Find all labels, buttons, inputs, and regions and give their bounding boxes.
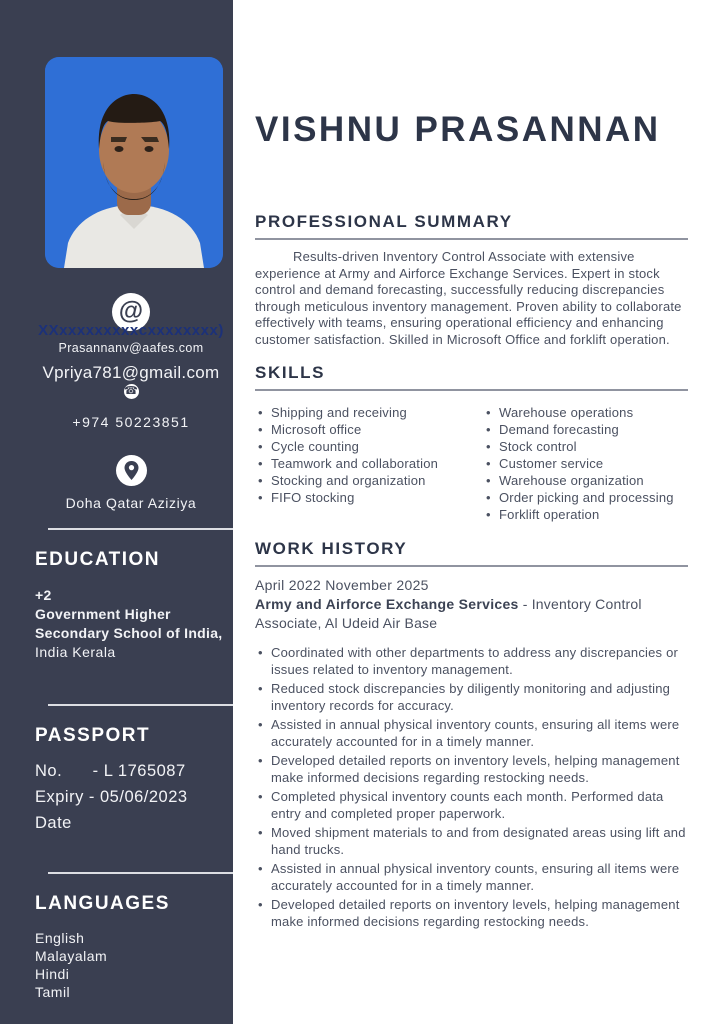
email-secondary: Vpriya781@gmail.com bbox=[42, 363, 220, 382]
sidebar bbox=[0, 0, 233, 1024]
skill-item: • Order picking and processing bbox=[483, 489, 688, 506]
education-degree: +2 bbox=[35, 587, 52, 603]
skills-column-right bbox=[483, 404, 688, 523]
passport-number-line: No. - L 1765087 bbox=[35, 762, 186, 780]
skills-heading: SKILLS bbox=[255, 363, 688, 391]
passport-expiry-line: Expiry - 05/06/2023 bbox=[35, 788, 188, 806]
skill-item: • FIFO stocking bbox=[255, 489, 483, 506]
profile-photo bbox=[45, 57, 223, 268]
person-portrait-illustration bbox=[45, 57, 223, 268]
work-bullet-list bbox=[255, 645, 688, 930]
education-school-line1: Government Higher bbox=[35, 606, 171, 622]
skill-item: • Microsoft office bbox=[255, 421, 483, 438]
sidebar-divider bbox=[48, 528, 233, 530]
skill-item: • Customer service bbox=[483, 455, 688, 472]
work-bullet: • Reduced stock discrepancies by diligently monitoring and adjusting inventory records for accuracy. bbox=[255, 681, 688, 714]
location-text: Doha Qatar Aziziya bbox=[65, 495, 197, 511]
skill-item: • Teamwork and collaboration bbox=[255, 455, 483, 472]
email-icon: @ bbox=[112, 293, 150, 331]
language-item: English bbox=[35, 930, 85, 946]
language-item: Hindi bbox=[35, 966, 70, 982]
work-bullet: • Assisted in annual physical inventory counts, ensuring all items were accurately accounted for in a timely manner. bbox=[255, 861, 688, 894]
work-dates: April 2022 November 2025 bbox=[255, 577, 429, 593]
candidate-name: VISHNU PRASANNAN bbox=[255, 110, 661, 149]
phone-number: +974 50223851 bbox=[72, 414, 190, 430]
resume-main-column bbox=[255, 0, 688, 933]
skills-column-left bbox=[255, 404, 483, 523]
redacted-email-line: XXxxxxxxxxxcxxxxxxxx) bbox=[38, 322, 224, 339]
contact-block bbox=[29, 293, 233, 511]
skill-item: • Stocking and organization bbox=[255, 472, 483, 489]
work-bullet: • Completed physical inventory counts each month. Performed data entry and completed proper paperwork. bbox=[255, 789, 688, 822]
language-item: Tamil bbox=[35, 984, 71, 1000]
skill-item: • Warehouse organization bbox=[483, 472, 688, 489]
sidebar-divider bbox=[48, 872, 233, 874]
education-section bbox=[0, 549, 233, 662]
education-location: India Kerala bbox=[35, 644, 116, 660]
work-role: - Inventory Control Associate, Al Udeid Air Base bbox=[255, 596, 642, 631]
professional-summary-heading: PROFESSIONAL SUMMARY bbox=[255, 212, 688, 240]
phone-icon: ☎ bbox=[124, 385, 138, 397]
passport-date-label: Date bbox=[35, 814, 72, 832]
skill-item: • Demand forecasting bbox=[483, 421, 688, 438]
skill-item: • Stock control bbox=[483, 438, 688, 455]
skill-item: • Cycle counting bbox=[255, 438, 483, 455]
skill-item: • Warehouse operations bbox=[483, 404, 688, 421]
work-bullet: • Developed detailed reports on inventory levels, helping management make informed decisions regarding restocking needs. bbox=[255, 753, 688, 786]
skill-item: • Forklift operation bbox=[483, 506, 688, 523]
education-school-line2: Secondary School of India, bbox=[35, 625, 223, 641]
passport-section bbox=[0, 725, 233, 836]
education-heading: EDUCATION bbox=[35, 549, 161, 570]
languages-heading: LANGUAGES bbox=[35, 893, 170, 914]
work-company: Army and Airforce Exchange Services bbox=[255, 596, 519, 612]
location-pin-icon bbox=[116, 455, 147, 486]
email-primary: Prasannanv@aafes.com bbox=[58, 341, 204, 355]
skills-lists bbox=[255, 404, 688, 523]
work-history-heading: WORK HISTORY bbox=[255, 539, 688, 567]
language-item: Malayalam bbox=[35, 948, 108, 964]
languages-section bbox=[0, 893, 233, 1001]
sidebar-divider bbox=[48, 704, 233, 706]
work-bullet: • Assisted in annual physical inventory counts, ensuring all items were accurately accounted for in a timely manner. bbox=[255, 717, 688, 750]
passport-heading: PASSPORT bbox=[35, 725, 151, 746]
work-bullet: • Developed detailed reports on inventory levels, helping management make informed decisions regarding restocking needs. bbox=[255, 897, 688, 930]
work-bullet: • Moved shipment materials to and from designated areas using lift and hand trucks. bbox=[255, 825, 688, 858]
professional-summary-text: Results-driven Inventory Control Associate with extensive experience at Army and Airforce Exchange Services. Expert in stock control and demand forecasting, successfully reducing discrepancies through meticulous inventory management. Proven ability to collaborate effectively with teams, ensuring operational efficiency and enhancing customer satisfaction. Skilled in Microsoft Office and forklift operation. bbox=[255, 249, 682, 347]
work-title-line bbox=[255, 595, 688, 633]
work-bullet: • Coordinated with other departments to address any discrepancies or issues related to inventory management. bbox=[255, 645, 688, 678]
skill-item: • Shipping and receiving bbox=[255, 404, 483, 421]
